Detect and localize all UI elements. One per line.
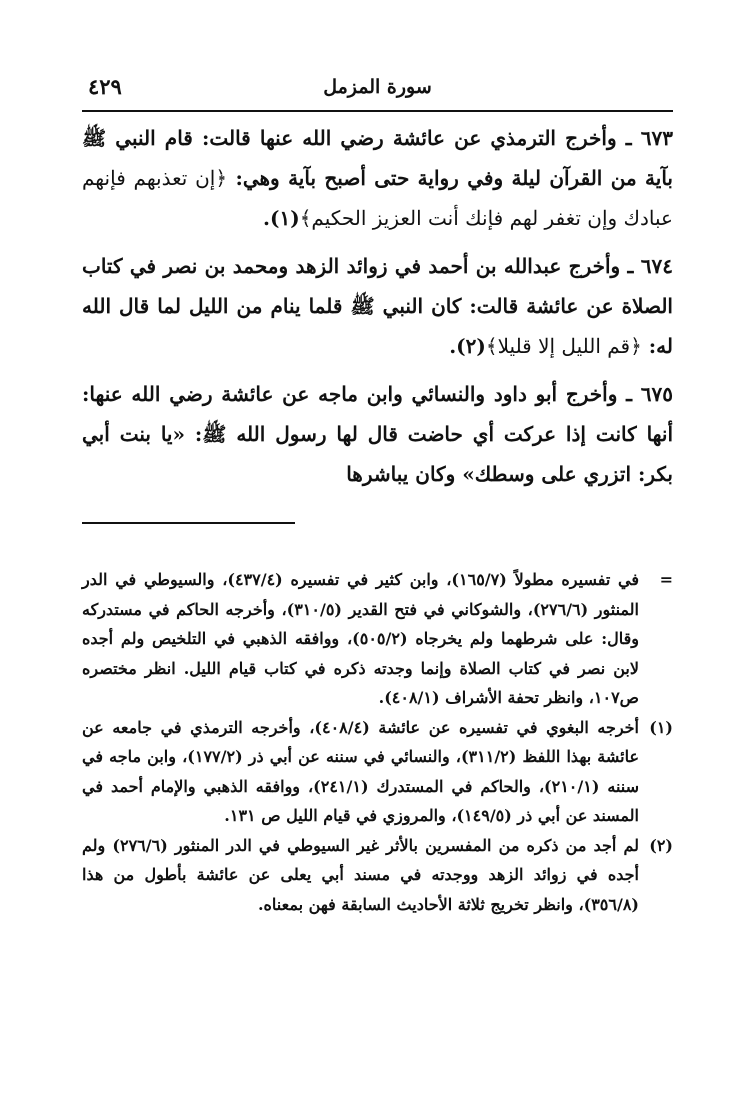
- quran-verse: ﴿إن تعذبهم فإنهم عبادك وإن تغفر لهم فإنك أنت العزيز الحكيم﴾: [82, 166, 673, 230]
- main-text: [82, 118, 673, 502]
- hadith-paragraph: [82, 374, 673, 494]
- hadith-text: وأخرج عبدالله بن أحمد في زوائد الزهد ومحمد بن نصر في كتاب الصلاة عن عائشة قالت: كان النبي ﷺ قلما ينام من الليل لما قال الله له:: [82, 254, 673, 358]
- footnote-marker: (١): [649, 717, 673, 737]
- footnotes: [82, 565, 673, 919]
- footnote-text: لم أجد من ذكره من المفسرين بالأثر غير السيوطي في الدر المنثور (٢٧٦/٦) ولم أجده في زوائد الزهد ووجدته في مسند أبي يعلى عن عائشة بأطول من هذا (٣٥٦/٨)، وانظر تخريج ثلاثة الأحاديث السابقة فهن بمعناه.: [82, 835, 640, 914]
- hadith-text: وأخرج الترمذي عن عائشة رضي الله عنها قالت: قام النبي ﷺ بآية من القرآن ليلة وفي رواية حتى أصبح بآية وهي:: [82, 126, 673, 190]
- hadith-number: ٦٧٣ ـ: [625, 126, 674, 150]
- footnote-marker: (٢): [649, 835, 673, 855]
- hadith-paragraph: [82, 118, 673, 238]
- footnote-2: [82, 831, 673, 920]
- footnote-continued: [82, 565, 673, 713]
- footnote-ref: (١).: [263, 206, 300, 230]
- hadith-paragraph: [82, 246, 673, 366]
- page-header: [82, 70, 673, 112]
- hadith-text: وأخرج أبو داود والنسائي وابن ماجه عن عائشة رضي الله عنها: أنها كانت إذا عركت أي حاضت قال لها رسول الله ﷺ: «يا بنت أبي بكر: اتزري على وسطك» وكان يباشرها: [82, 382, 673, 486]
- footnote-marker: =: [659, 570, 673, 589]
- hadith-number: ٦٧٥ ـ: [626, 382, 673, 406]
- quran-verse: ﴿قم الليل إلا قليلا﴾: [485, 334, 642, 358]
- footnote-text: أخرجه البغوي في تفسيره عن عائشة (٤٠٨/٤)، وأخرجه الترمذي في جامعه عن عائشة بهذا اللفظ (٣١١/٢)، والنسائي في سننه عن أبي ذر (١٧٧/٢)، وابن ماجه في سننه (٢١٠/١)، والحاكم في المستدرك (٢٤١/١)، ووافقه الذهبي والإمام أحمد في المسند عن أبي ذر (١٤٩/٥)، والمروزي في قيام الليل ص ١٣١.: [82, 717, 640, 825]
- footnote-separator: [82, 522, 295, 524]
- page-number: ٤٢٩: [88, 74, 122, 99]
- hadith-number: ٦٧٤ ـ: [627, 254, 673, 278]
- footnote-1: [82, 713, 673, 831]
- footnote-ref: (٢).: [449, 334, 486, 358]
- footnote-text: في تفسيره مطولاً (١٦٥/٧)، وابن كثير في تفسيره (٤٣٧/٤)، والسيوطي في الدر المنثور (٢٧٦/٦)، والشوكاني في فتح القدير (٣١٠/٥)، وأخرجه الحاكم في مستدركه وقال: على شرطهما ولم يخرجاه (٥٠٥/٢)، ووافقه الذهبي في التلخيص ولم أجده لابن نصر في كتاب الصلاة وإنما وجدته ذكره في كتاب قيام الليل. انظر مختصره ص١٠٧، وانظر تحفة الأشراف (٤٠٨/١).: [82, 570, 640, 707]
- running-title: سورة المزمل: [323, 76, 432, 98]
